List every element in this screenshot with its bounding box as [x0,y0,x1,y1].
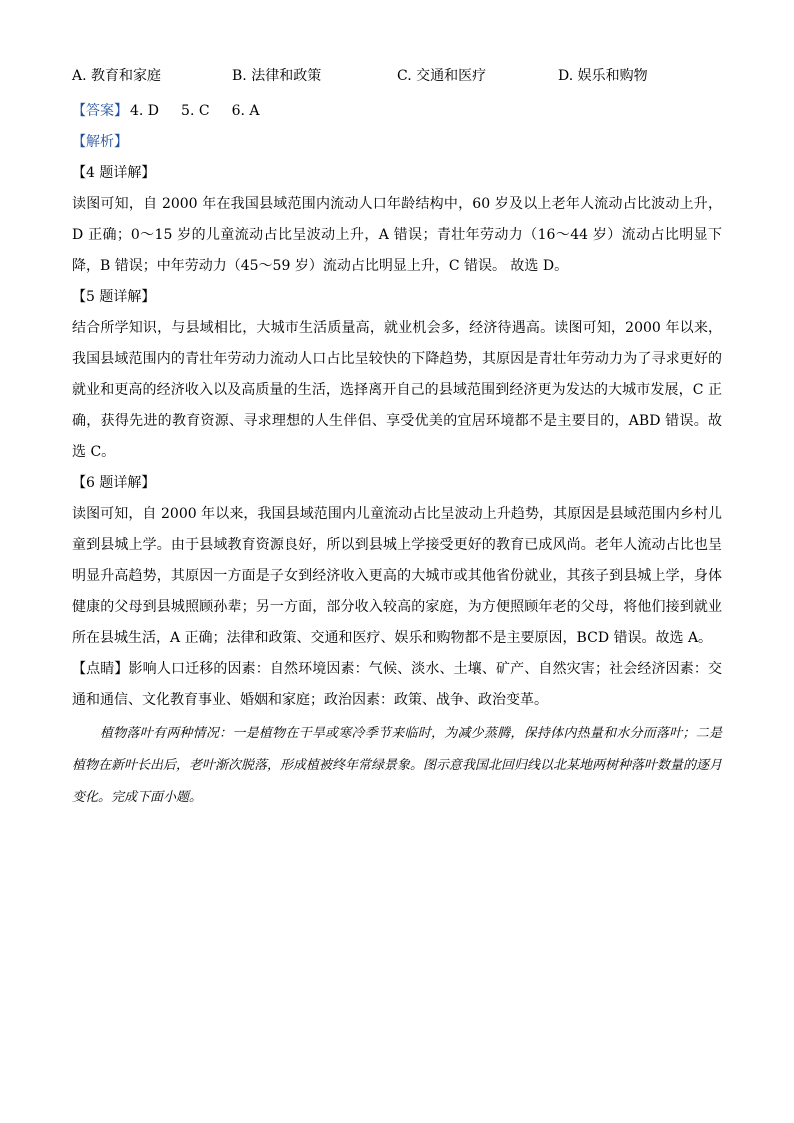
tip-text: 影响人口迁移的因素：自然环境因素：气候、淡水、土壤、矿产、自然灾害；社会经济因素：交通和通信、文化教育事业、婚姻和家庭；政治因素：政策、战争、政治变革。 [72,661,723,708]
q4-text: 读图可知，自 2000 年在我国县域范围内流动人口年龄结构中，60 岁及以上老年人流动占比波动上升，D 正确；0～15 岁的儿童流动占比呈波动上升，A 错误；青壮年劳动力（16～44 岁）流动占比明显下降，B 错误；中年劳动力（45～59 岁）流动占比明显上升，C 错误。 故选 D。 [72,196,722,274]
solution-body [72,96,722,716]
q6-text: 读图可知，自 2000 年以来，我国县域范围内儿童流动占比呈波动上升趋势，其原因是县域范围内乡村儿童到县城上学。由于县域教育资源良好，所以到县城上学接受更好的教育已成风尚。老年人流动占比也呈明显升高趋势，其原因一方面是子女到经济收入更高的大城市或其他省份就业，其孩子到县城上学，身体健康的父母到县城照顾孙辈；另一方面，部分收入较高的家庭，为方便照顾年老的父母，将他们接到就业所在县城生活，A 正确；法律和政策、交通和医疗、娱乐和购物都不是主要原因，BCD 错误。故选 A。 [72,506,722,646]
option-a: A. 教育和家庭 [72,68,162,84]
answer-item: 5. C [181,103,210,119]
next-question-intro: 植物落叶有两种情况：一是植物在干旱或寒冷季节来临时，为减少蒸腾，保持体内热量和水分而落叶；二是植物在新叶长出后，老叶渐次脱落，形成植被终年常绿景象。图示意我国北回归线以北某地两树种落叶数量的逐月变化。完成下面小题。 [72,726,723,805]
q5-heading: 【5 题详解】 [72,289,156,305]
option-b: B. 法律和政策 [232,68,322,84]
option-c: C. 交通和医疗 [397,68,487,84]
tip-label: 【点睛】 [72,661,129,677]
answer-item: 4. D [130,103,160,119]
answer-item: 6. A [231,103,260,119]
answer-options [72,64,732,88]
tip-paragraph [72,654,722,716]
option-d: D. 娱乐和购物 [558,68,648,84]
q4-heading: 【4 题详解】 [72,165,156,181]
answer-line [72,96,722,127]
q5-text: 结合所学知识，与县域相比，大城市生活质量高，就业机会多，经济待遇高。读图可知，2000 年以来，我国县域范围内的青壮年劳动力流动人口占比呈较快的下降趋势，其原因是青壮年劳动力为了寻求更好的就业和更高的经济收入以及高质量的生活，选择离开自己的县域范围到经济更为发达的大城市发展，C 正确，获得先进的教育资源、寻求理想的人生伴侣、享受优美的宜居环境都不是主要目的，ABD 错误。故选 C。 [72,320,722,460]
answer-label: 【答案】 [72,103,128,119]
q6-heading: 【6 题详解】 [72,475,156,491]
analysis-label: 【解析】 [72,134,128,150]
